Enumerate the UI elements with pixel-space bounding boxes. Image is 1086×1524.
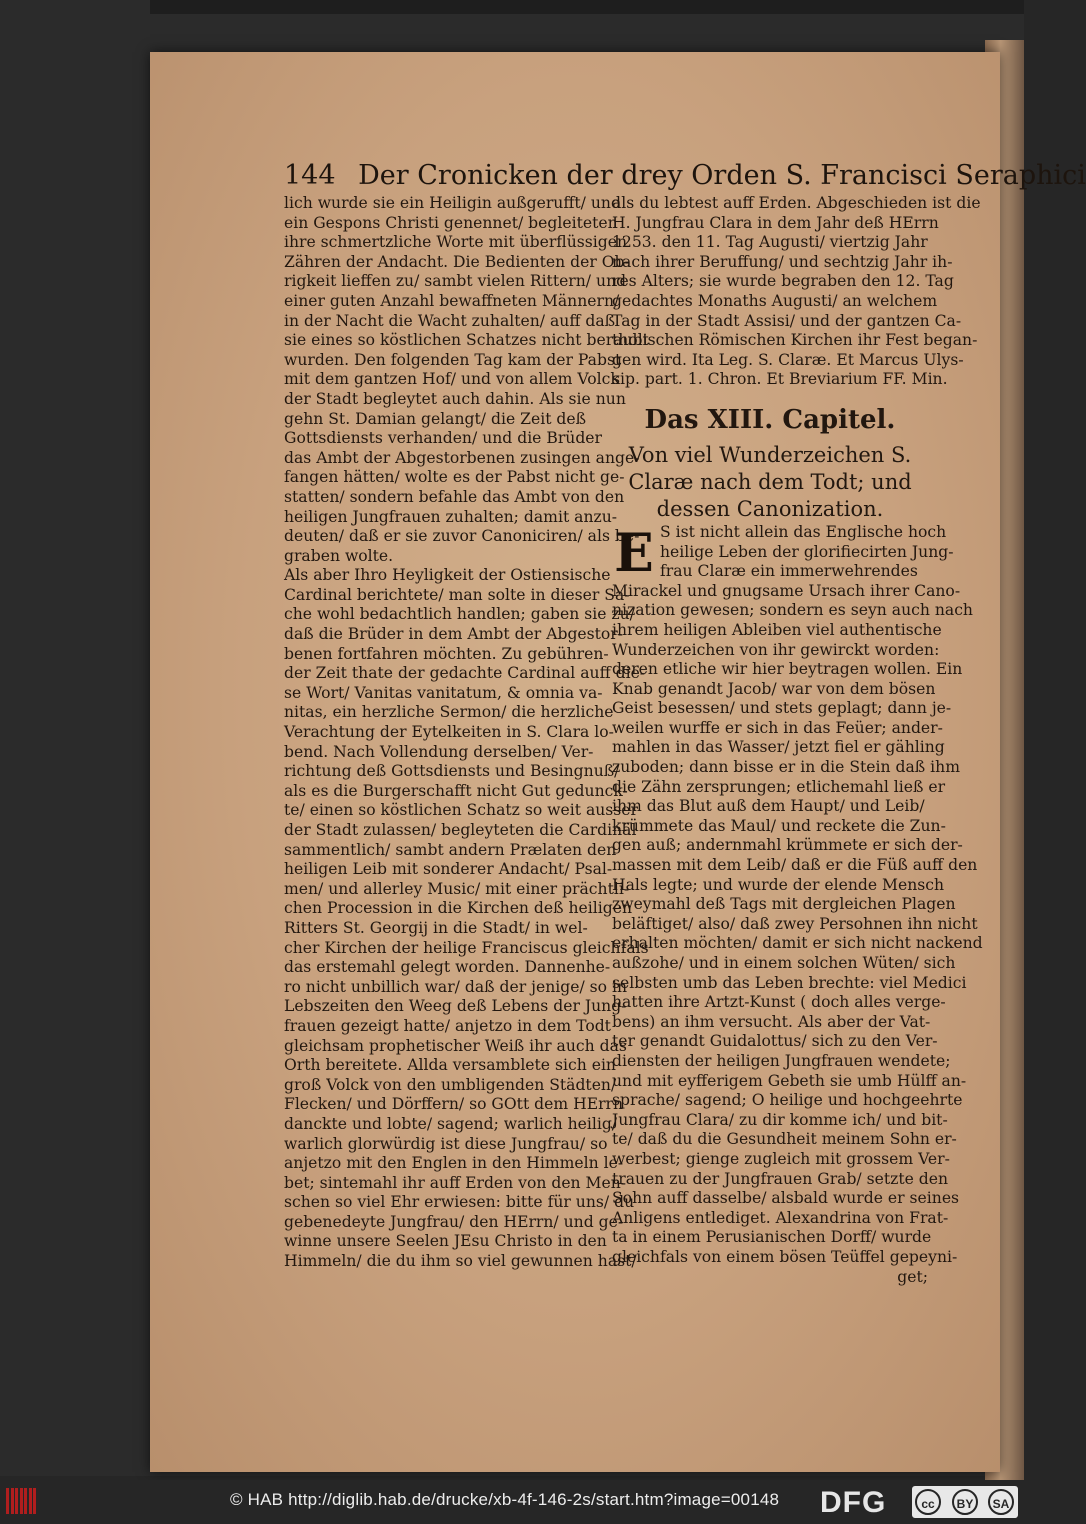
text-line: nitas, ein herzliche Sermon/ die herzliche xyxy=(284,703,614,722)
text-line: gedachtes Monaths Augusti/ an welchem xyxy=(612,291,938,310)
text-line: mahlen in das Wasser/ jetzt fiel er gähling xyxy=(612,738,945,757)
text-line: gleichsam prophetischer Weiß ihr auch das xyxy=(284,1036,627,1055)
text-line: beläftiget/ also/ daß zwey Persohnen ihn nicht xyxy=(612,914,978,933)
text-line: krümmete das Maul/ und reckete die Zun- xyxy=(612,816,946,835)
text-line: gehn St. Damian gelangt/ die Zeit deß xyxy=(284,409,587,428)
text-line: danckte und lobte/ sagend; warlich heilig/ xyxy=(284,1114,618,1133)
text-line: H. Jungfrau Clara in dem Jahr deß HErrn xyxy=(612,213,939,232)
text-line: Anligens entlediget. Alexandrina von Frat- xyxy=(612,1208,949,1227)
catchword: get; xyxy=(897,1267,928,1286)
text-line: erhalten möchten/ damit er sich nicht nackend xyxy=(612,934,983,953)
right-column-top-text xyxy=(612,194,981,390)
text-line: anjetzo mit den Englen in den Himmeln le- xyxy=(284,1154,624,1173)
license-badge[interactable] xyxy=(912,1486,1018,1518)
text-line: das erstemahl gelegt worden. Dannenhe- xyxy=(284,958,611,977)
text-line: S ist nicht allein das Englische hoch xyxy=(660,522,947,541)
text-line: weilen wurffe er sich in das Feüer; ander- xyxy=(612,718,943,737)
text-line: hatten ihre Artzt-Kunst ( doch alles verge- xyxy=(612,993,946,1012)
text-line: trauen zu der Jungfrauen Grab/ setzte den xyxy=(612,1169,949,1188)
text-line: bet; sintemahl ihr auff Erden von den Men- xyxy=(284,1173,627,1192)
text-line: warlich glorwürdig ist diese Jungfrau/ so xyxy=(284,1134,608,1153)
text-line: schen so viel Ehr erwiesen: bitte für uns/ du xyxy=(284,1193,635,1212)
text-line: zuboden; dann bisse er in die Stein daß ihm xyxy=(612,758,960,777)
text-line: Claræ nach dem Todt; und xyxy=(628,469,912,494)
text-line: Jungfrau Clara/ zu dir komme ich/ und bit- xyxy=(612,1110,948,1129)
text-line: tholischen Römischen Kirchen ihr Fest began- xyxy=(612,331,978,350)
source-credit-link[interactable]: © HAB http://diglib.hab.de/drucke/xb-4f-146-2s/start.htm?image=00148 xyxy=(230,1490,780,1509)
text-line: ihre schmertzliche Worte mit überflüssigen xyxy=(284,233,627,252)
text-line: lich wurde sie ein Heiligin außgerufft/ und xyxy=(284,194,621,212)
text-line: ihrem heiligen Ableiben viel authentische xyxy=(612,620,942,639)
text-line: der Stadt begleytet auch dahin. Als sie nun xyxy=(284,389,626,408)
scan-top-strip xyxy=(150,0,1024,14)
drop-cap-initial: E xyxy=(614,522,654,584)
text-line: sie eines so köstlichen Schatzes nicht beraubt xyxy=(284,331,649,350)
text-line: se Wort/ Vanitas vanitatum, & omnia va- xyxy=(284,683,603,702)
text-line: graben wolte. xyxy=(284,546,394,565)
text-line: Ritters St. Georgij in die Stadt/ in wel- xyxy=(284,918,588,937)
text-line: Als aber Ihro Heyligkeit der Ostiensische xyxy=(284,566,611,585)
text-line: richtung deß Gottsdiensts und Besingnuß/ xyxy=(284,762,620,781)
text-line: Hals legte; und wurde der elende Mensch xyxy=(612,875,945,894)
text-line: sprache/ sagend; O heilige und hochgeehrte xyxy=(612,1091,963,1110)
text-line: deren etliche wir hier beytragen wollen. Ein xyxy=(612,660,963,679)
cc-icon: cc xyxy=(915,1489,941,1515)
text-line: rigkeit lieffen zu/ sambt vielen Rittern/ und xyxy=(284,272,627,291)
text-line: heiligen Leib mit sonderer Andacht/ Psal- xyxy=(284,860,613,879)
text-line: Knab genandt Jacob/ war von dem bösen xyxy=(612,679,936,698)
text-line: Von viel Wunderzeichen S. xyxy=(628,442,912,467)
drop-cap-lines xyxy=(612,522,954,582)
text-line: Wunderzeichen von ihr gewirckt worden: xyxy=(612,640,940,659)
text-line: benen fortfahren möchten. Zu gebühren- xyxy=(284,644,609,663)
text-line: in der Nacht die Wacht zuhalten/ auff daß xyxy=(284,311,616,330)
text-line: Sohn auff dasselbe/ alsbald wurde er seines xyxy=(612,1189,960,1208)
chapter-heading: Das XIII. Capitel. xyxy=(644,404,896,435)
text-line: und mit eyfferigem Gebeth sie umb Hülff an- xyxy=(612,1071,967,1090)
text-line: statten/ sondern befahle das Ambt von den xyxy=(284,487,625,506)
text-line: bend. Nach Vollendung derselben/ Ver- xyxy=(284,742,594,761)
text-line: ein Gespons Christi genennet/ begleiteten xyxy=(284,213,618,232)
page-number: 144 xyxy=(284,160,336,191)
text-line: Mirackel und gnugsame Ursach ihrer Cano- xyxy=(612,581,961,600)
text-line: diensten der heiligen Jungfrauen wendete; xyxy=(612,1051,951,1070)
text-line: wurden. Den folgenden Tag kam der Pabst xyxy=(284,350,622,369)
text-line: gen auß; andernmahl krümmete er sich der- xyxy=(612,836,963,855)
right-column-body-text xyxy=(612,581,983,1268)
text-line: 1253. den 11. Tag Augusti/ viertzig Jahr xyxy=(612,233,928,252)
left-text-column xyxy=(284,194,649,1272)
text-line: zweymahl deß Tags mit dergleichen Plagen xyxy=(612,895,956,914)
text-line: Geist besessen/ und stets geplagt; dann je- xyxy=(612,699,952,718)
text-line: bens) an ihm versucht. Als aber der Vat- xyxy=(612,1012,931,1031)
text-line: gen wird. Ita Leg. S. Claræ. Et Marcus Ulys- xyxy=(612,350,964,369)
text-line: selbsten umb das Leben brechte: viel Medici xyxy=(612,973,967,992)
text-line: Flecken/ und Dörffern/ so GOtt dem HErrn xyxy=(284,1095,624,1114)
text-line: als es die Burgerschafft nicht Gut gedunck- xyxy=(284,781,628,800)
text-line: gebenedeyte Jungfrau/ den HErrn/ und ge- xyxy=(284,1212,624,1231)
text-line: ta in einem Perusianischen Dorff/ wurde xyxy=(612,1228,932,1247)
text-line: Zähren der Andacht. Die Bedienten der Ob- xyxy=(284,252,630,271)
dfg-logo[interactable]: DFG xyxy=(820,1486,887,1519)
text-line: deuten/ daß er sie zuvor Canoniciren/ als be- xyxy=(284,527,640,546)
text-line: chen Procession in die Kirchen deß heiligen xyxy=(284,899,632,918)
text-line: mit dem gantzen Hof/ und von allem Volck xyxy=(284,370,620,389)
text-line: einer guten Anzahl bewaffneten Männern/ xyxy=(284,291,620,310)
text-line: che wohl bedachtlich handlen; gaben sie zu/ xyxy=(284,605,635,624)
text-line: das Ambt der Abgestorbenen zusingen ange- xyxy=(284,448,640,467)
initial-paragraph xyxy=(612,522,954,584)
running-header xyxy=(284,160,1086,194)
viewer-footer-bar xyxy=(0,1480,1024,1524)
text-line: te/ daß du die Gesundheit meinem Sohn er- xyxy=(612,1130,957,1149)
text-line: Gottsdiensts verhanden/ und die Brüder xyxy=(284,429,602,448)
library-logo-icon[interactable] xyxy=(6,1488,42,1516)
text-line: nach ihrer Beruffung/ und sechtzig Jahr ih- xyxy=(612,252,953,271)
text-line: Lebszeiten den Weeg deß Lebens der Jung- xyxy=(284,997,627,1016)
text-line: frau Claræ ein immerwehrendes xyxy=(660,562,918,581)
text-line: Orth bereitete. Allda versamblete sich ein xyxy=(284,1056,616,1075)
text-line: Cardinal berichtete/ man solte in dieser Sa- xyxy=(284,585,630,604)
text-line: heiligen Jungfrauen zuhalten; damit anzu- xyxy=(284,507,618,526)
text-line: ro nicht unbillich war/ daß der jenige/ so in xyxy=(284,977,628,996)
text-line: Verachtung der Eytelkeiten in S. Clara lo- xyxy=(284,723,614,742)
text-line: gleichfals von einem bösen Teüffel gepeyni- xyxy=(612,1247,958,1266)
text-line: außzohe/ und in einem solchen Wüten/ sich xyxy=(612,954,956,972)
text-line: dessen Canonization. xyxy=(656,496,884,521)
text-line: fangen hätten/ wolte es der Pabst nicht ge- xyxy=(284,468,625,487)
text-line: frauen gezeigt hatte/ anjetzo in dem Todt xyxy=(284,1016,611,1035)
text-line: Himmeln/ die du ihm so viel gewunnen hast/ xyxy=(284,1252,637,1271)
text-line: winne unsere Seelen JEsu Christo in den xyxy=(284,1232,607,1251)
text-line: die Zähn zersprungen; etlichemahl ließ er xyxy=(612,777,946,796)
text-line: massen mit dem Leib/ daß er die Füß auff den xyxy=(612,856,978,875)
running-title: Der Cronicken der drey Orden S. Francisci Seraphici xyxy=(358,160,1086,191)
text-line: ter genandt Guidalottus/ sich zu den Ver- xyxy=(612,1032,938,1051)
text-line: men/ und allerley Music/ mit einer prächtli- xyxy=(284,879,630,898)
text-line: sip. part. 1. Chron. Et Breviarium FF. Min. xyxy=(612,370,948,389)
text-line: daß die Brüder in dem Ambt der Abgestor- xyxy=(284,625,624,644)
text-line: heilige Leben der glorifiecirten Jung- xyxy=(660,542,954,561)
text-line: res Alters; sie wurde begraben den 12. Tag xyxy=(612,272,954,291)
text-line: der Zeit thate der gedachte Cardinal auff die- xyxy=(284,664,646,683)
text-line: te/ einen so köstlichen Schatz so weit ausser xyxy=(284,801,638,820)
by-icon: BY xyxy=(952,1489,978,1515)
text-line: werbest; gienge zugleich mit grossem Ver- xyxy=(612,1149,950,1168)
text-line: groß Volck von den umbligenden Städten/ xyxy=(284,1075,617,1094)
chapter-subtitle xyxy=(612,442,928,523)
sa-icon: SA xyxy=(988,1489,1014,1515)
text-line: als du lebtest auff Erden. Abgeschieden ist die xyxy=(612,194,981,212)
text-line: der Stadt zulassen/ begleyteten die Cardinäl xyxy=(284,821,637,839)
text-line: Tag in der Stadt Assisi/ und der gantzen Ca- xyxy=(612,311,962,330)
text-line: nization gewesen; sondern es seyn auch nach xyxy=(612,601,973,620)
text-line: cher Kirchen der heilige Franciscus gleichfals xyxy=(284,938,649,957)
right-text-column xyxy=(612,194,983,1287)
text-line: sammentlich/ sambt andern Prælaten den xyxy=(284,840,617,859)
text-line: ihm das Blut auß dem Haupt/ und Leib/ xyxy=(612,797,925,816)
